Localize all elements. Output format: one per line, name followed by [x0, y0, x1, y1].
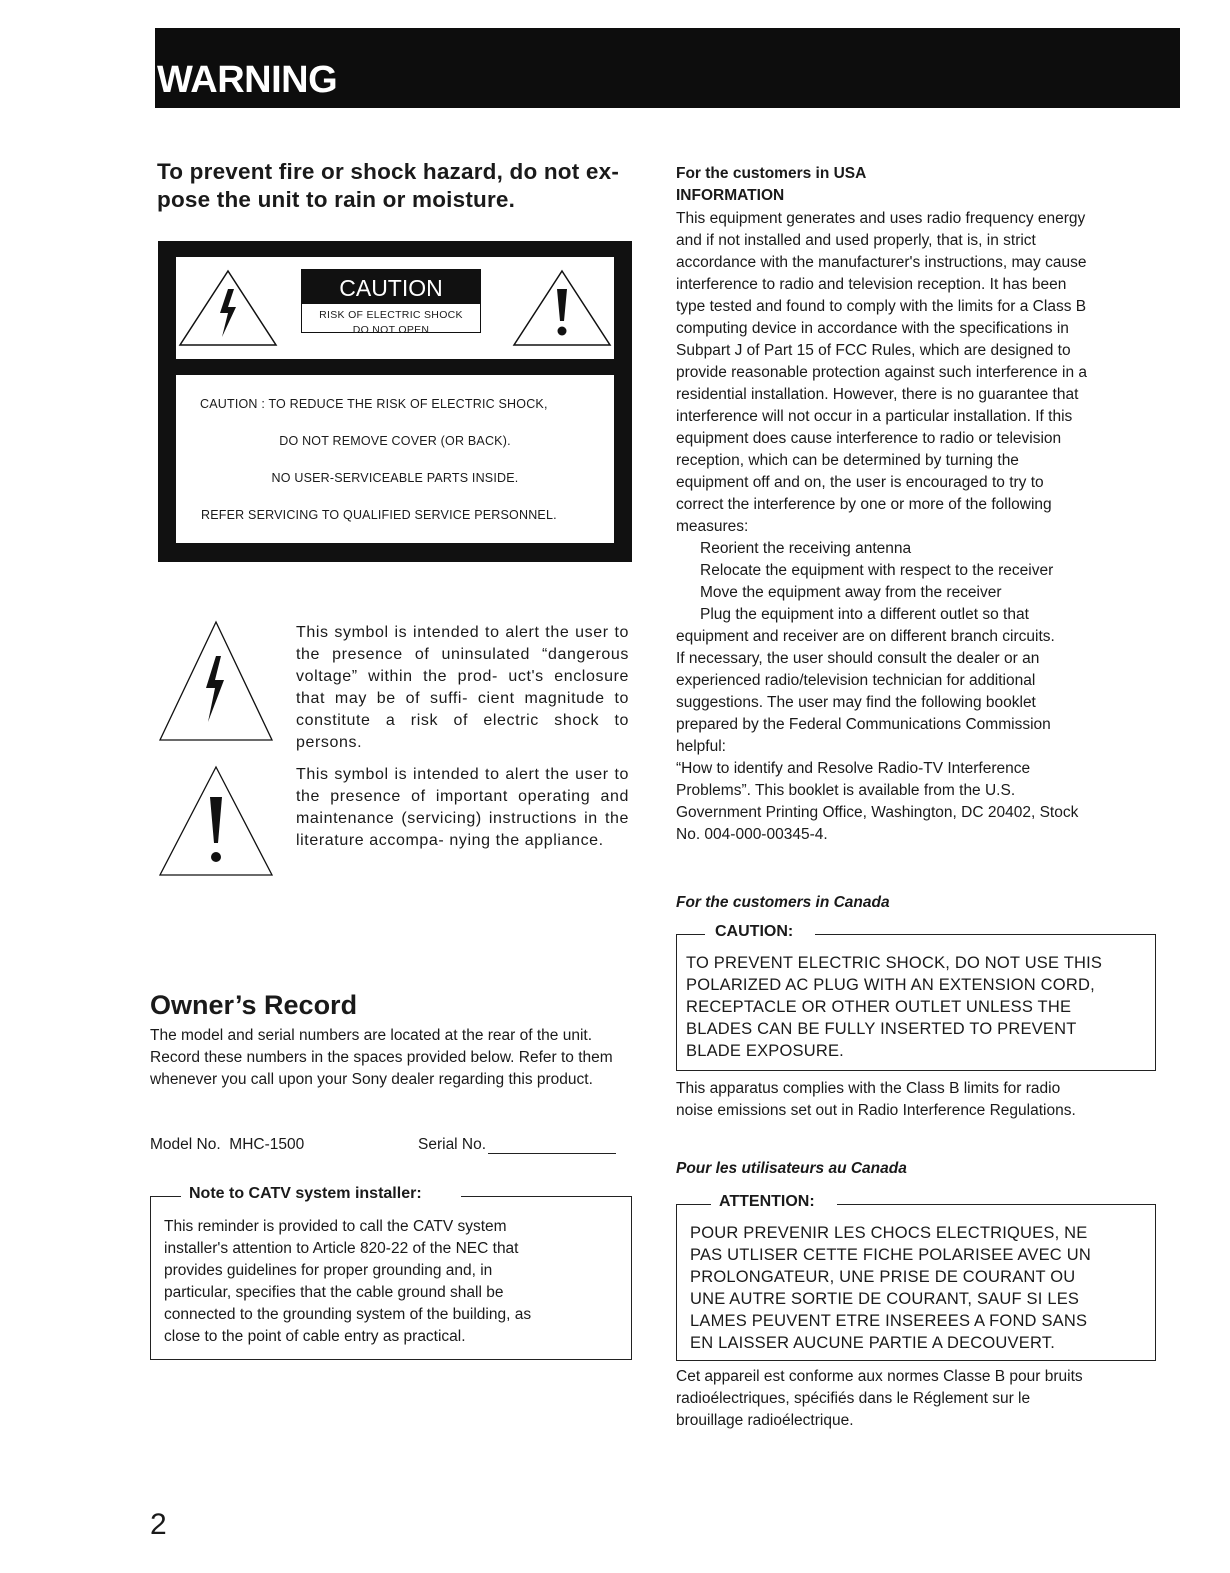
usa-line: No. 004-000-00345-4. — [676, 826, 828, 843]
usa-line: experienced radio/television technician for additional — [676, 672, 1036, 689]
usa-line: and if not installed and used properly, that is, in strict — [676, 232, 1036, 249]
usa-line: equipment does cause interference to radio or television — [676, 430, 1062, 447]
catv-note-label: Note to CATV system installer: — [183, 1185, 428, 1203]
catv-line: particular, specifies that the cable ground shall be — [164, 1284, 504, 1301]
canada-compliance-line: This apparatus complies with the Class B limits for radio — [676, 1080, 1061, 1097]
usa-line: prepared by the Federal Communications Commission — [676, 716, 1051, 733]
usa-line: accordance with the manufacturer's instructions, may cause — [676, 254, 1087, 271]
serial-number-line — [418, 1136, 616, 1154]
canada-fr-attention-line: PROLONGATEUR, UNE PRISE DE COURANT OU — [690, 1268, 1076, 1286]
usa-measure: Plug the equipment into a different outlet so that — [700, 606, 1029, 623]
usa-line: interference will not occur in a particular installation. If this — [676, 408, 1073, 425]
model-label: Model No. — [150, 1136, 221, 1153]
canada-fr-attention-label: ATTENTION: — [713, 1193, 821, 1211]
banner-title: WARNING — [157, 59, 338, 101]
usa-line: This equipment generates and uses radio frequency energy — [676, 210, 1086, 227]
voltage-symbol-text: This symbol is intended to alert the user to the presence of uninsulated “dangerous voltage” within the prod- uct's enclosure that may be of suffi- cient magnitude to constitute a risk of electric shock to persons. — [296, 624, 629, 751]
warning-banner — [155, 28, 1180, 108]
caution-label — [158, 241, 632, 562]
caution-line-3: NO USER-SERVICEABLE PARTS INSIDE. — [271, 471, 519, 485]
canada-fr-compliance-line: Cet appareil est conforme aux normes Classe B pour bruits — [676, 1368, 1083, 1385]
headline-line-1: To prevent fire or shock hazard, do not ex- — [157, 159, 620, 184]
canada-compliance-text — [676, 1078, 1156, 1122]
canada-caution-box — [676, 923, 1156, 1071]
usa-measure: Relocate the equipment with respect to the receiver — [700, 562, 1054, 579]
usa-information-heading: INFORMATION — [676, 187, 785, 204]
canada-fr-compliance-line: radioélectriques, spécifiés dans le Réglement sur le — [676, 1390, 1031, 1407]
serial-label: Serial No. — [418, 1136, 487, 1153]
usa-measure: Reorient the receiving antenna — [700, 540, 912, 557]
lightning-triangle-icon — [158, 620, 274, 742]
lightning-triangle-icon — [178, 269, 278, 347]
canada-fr-attention-line: UNE AUTRE SORTIE DE COURANT, SAUF SI LES — [690, 1290, 1080, 1308]
usa-line: correct the interference by one or more of the following — [676, 496, 1052, 513]
catv-line: close to the point of cable entry as practical. — [164, 1328, 466, 1345]
serial-blank-field — [488, 1137, 616, 1154]
usa-section-title: For the customers in USA — [676, 165, 867, 182]
canada-fr-attention-line: POUR PREVENIR LES CHOCS ELECTRIQUES, NE — [690, 1224, 1088, 1242]
canada-fr-compliance-text — [676, 1366, 1156, 1432]
canada-fr-attention-box — [676, 1193, 1156, 1361]
caution-line-2: DO NOT REMOVE COVER (OR BACK). — [279, 434, 511, 448]
caution-line-1: CAUTION : TO REDUCE THE RISK OF ELECTRIC SHOCK, — [200, 397, 548, 411]
usa-line: Government Printing Office, Washington, DC 20402, Stock — [676, 804, 1079, 821]
usa-line: suggestions. The user may find the following booklet — [676, 694, 1036, 711]
usa-line: helpful: — [676, 738, 726, 755]
instructions-symbol-text: This symbol is intended to alert the user to the presence of important operating and maintenance (servicing) instructions in the literature accompa- nying the appliance. — [296, 766, 629, 849]
page-number: 2 — [150, 1508, 167, 1541]
caution-badge-title: CAUTION — [302, 270, 480, 304]
canada-compliance-line: noise emissions set out in Radio Interference Regulations. — [676, 1102, 1076, 1119]
usa-line: type tested and found to comply with the limits for a Class B — [676, 298, 1087, 315]
exclamation-triangle-icon — [158, 765, 274, 877]
catv-line: connected to the grounding system of the building, as — [164, 1306, 532, 1323]
caution-badge — [301, 269, 481, 336]
model-number-line — [150, 1136, 304, 1154]
usa-line: equipment off and on, the user is encouraged to try to — [676, 474, 1044, 491]
canada-fr-attention-line: EN LAISSER AUCUNE PARTIE A DECOUVERT. — [690, 1334, 1056, 1352]
caution-badge-sub-2: DO NOT OPEN — [352, 324, 430, 336]
canada-caution-line: TO PREVENT ELECTRIC SHOCK, DO NOT USE THIS — [686, 954, 1103, 972]
owners-record-body: The model and serial numbers are located at the rear of the unit. Record these numbers in the spaces provided below. Refer to them whenever you call upon your Sony dealer regarding this product. — [150, 1027, 613, 1088]
exclamation-triangle-icon — [512, 269, 612, 347]
caution-badge-sub-1: RISK OF ELECTRIC SHOCK — [319, 309, 463, 321]
catv-note-box — [150, 1185, 632, 1360]
usa-line: residential installation. However, there is no guarantee that — [676, 386, 1079, 403]
canada-caution-line: BLADE EXPOSURE. — [686, 1042, 844, 1060]
model-value: MHC-1500 — [229, 1136, 305, 1153]
headline-line-2: pose the unit to rain or moisture. — [157, 187, 516, 212]
canada-caution-label: CAUTION: — [709, 923, 799, 941]
usa-line: Subpart J of Part 15 of FCC Rules, which are designed to — [676, 342, 1071, 359]
catv-line: installer's attention to Article 820-22 of the NEC that — [164, 1240, 519, 1257]
usa-line: “How to identify and Resolve Radio-TV Interference — [676, 760, 1031, 777]
hazard-headline — [157, 158, 647, 214]
canada-caution-line: BLADES CAN BE FULLY INSERTED TO PREVENT — [686, 1020, 1077, 1038]
usa-line: Problems”. This booklet is available from the U.S. — [676, 782, 1016, 799]
caution-label-text-panel — [176, 375, 614, 543]
usa-line: If necessary, the user should consult the dealer or an — [676, 650, 1040, 667]
usa-line: interference to radio and television reception. It has been — [676, 276, 1067, 293]
usa-line: reception, which can be determined by turning the — [676, 452, 1019, 469]
caution-label-top — [176, 257, 614, 359]
usa-line: measures: — [676, 518, 749, 535]
canada-caution-line: POLARIZED AC PLUG WITH AN EXTENSION CORD, — [686, 976, 1095, 994]
catv-line: This reminder is provided to call the CATV system — [164, 1218, 507, 1235]
canada-fr-section-title: Pour les utilisateurs au Canada — [676, 1160, 907, 1177]
caution-line-4: REFER SERVICING TO QUALIFIED SERVICE PERSONNEL. — [201, 508, 557, 522]
canada-fr-compliance-line: brouillage radioélectrique. — [676, 1412, 854, 1429]
usa-line: computing device in accordance with the specifications in — [676, 320, 1069, 337]
catv-line: provides guidelines for proper grounding and, in — [164, 1262, 493, 1279]
usa-line: provide reasonable protection against such interference in a — [676, 364, 1088, 381]
canada-section-title: For the customers in Canada — [676, 894, 890, 911]
usa-measure: Move the equipment away from the receiver — [700, 584, 1002, 601]
usa-information-body — [676, 208, 1156, 846]
usa-line: equipment and receiver are on different branch circuits. — [676, 628, 1055, 645]
canada-fr-attention-line: PAS UTLISER CETTE FICHE POLARISEE AVEC UN — [690, 1246, 1091, 1264]
canada-caution-line: RECEPTACLE OR OTHER OUTLET UNLESS THE — [686, 998, 1072, 1016]
canada-fr-attention-line: LAMES PEUVENT ETRE INSEREES A FOND SANS — [690, 1312, 1088, 1330]
owners-record-title: Owner’s Record — [150, 990, 358, 1020]
